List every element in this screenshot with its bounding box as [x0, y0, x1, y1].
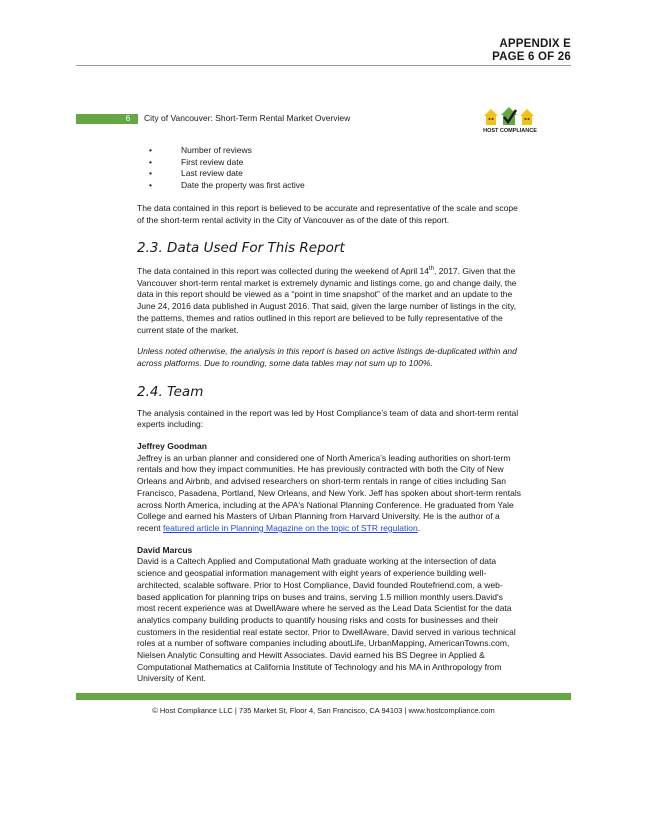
intro-paragraph: The data contained in this report is believed to be accurate and representative of the scale and scope of the short-term rental activity in the City of Vancouver as of the date of this report. [137, 202, 518, 225]
data-collection-paragraph: The data contained in this report was collected during the weekend of April 14th, 2017. Given that the Vancouver short-term rental market is extremely dynamic and listings come, go and change daily, the data in this report should be viewed as a “point in time snapshot” of the market and an update to the June 24, 2016 data published in August 2016. That said, given the large number of listings in the city, the patterns, themes and ratios outlined in this report are believed to be fully representative of the current state of the market. [137, 266, 517, 335]
planning-magazine-link[interactable]: featured article in Planning Magazine on the topic of STR regulation [163, 523, 418, 533]
person-bio-david: David is a Caltech Applied and Computational Math graduate working at the intersection of data science and geospatial information management with eight years of experience building well-architected, scalable software. Prior to Host Compliance, David founded Routefriend.com, a web-based application for planning trips on buses and trains, serving 1.5 million monthly users.David's most recent experience was at DwellAware where he served as the Lead Data Scientist for the data analytics company building products to quantify housing risks and costs for businesses and their customers in the residential real estate sector. Prior to DwellAware, David served in various technical roles at a number of software companies including aboutLife, UrbanMapping, AmericanTowns.com, Nielsen Analytic Consulting and Hewitt Associates. David earned his BS Degree in Applied & Computational Mathematics at California Institute of Technology and his MA in Anthropology from University of Kent. [137, 556, 516, 684]
top-divider [76, 65, 571, 66]
person-name-david: David Marcus [137, 544, 193, 555]
list-item: • First review date [149, 156, 244, 167]
person-bio-jeffrey: Jeffrey is an urban planner and considered one of North America’s leading authorities on short-term rentals and how they impact communities. He has previously contracted with both the City of New Orleans and Airbnb, and advised researchers on short-term rentals in range of cities including San Francisco, Pasadena, Portland, New Orleans, and New York. Jeff has spoken about short-term rentals across North America, including at the APA's National Planning Conference. He graduated from Yale College and earned his Masters of Urban Planning from Harvard University. He is the author of a recent featured article in Planning Magazine on the topic of STR regulation. [137, 452, 521, 533]
appendix-label [492, 38, 571, 64]
footer-text: © Host Compliance LLC | 735 Market St, Floor 4, San Francisco, CA 94103 | www.hostcompliance.com [152, 706, 495, 715]
section-heading-data-used: 2.3. Data Used For This Report [137, 240, 345, 257]
methodology-note: Unless noted otherwise, the analysis in this report is based on active listings de-duplicated within and across platforms. Due to rounding, some data tables may not sum up to 100%. [137, 346, 517, 368]
logo-houses-icon [480, 106, 540, 128]
page-content [137, 145, 521, 695]
team-intro: The analysis contained in the report was led by Host Compliance’s team of data and short-term rental experts including: [137, 407, 519, 430]
appendix-title: APPENDIX E [499, 38, 571, 50]
host-compliance-logo [480, 106, 540, 136]
person-name-jeffrey: Jeffrey Goodman [137, 441, 207, 452]
logo-text: HOST COMPLIANCE [483, 128, 537, 134]
page-indicator: PAGE 6 OF 26 [492, 51, 571, 63]
footer-bar [76, 693, 571, 700]
bullet-list [137, 145, 521, 192]
page-number: 6 [125, 114, 131, 123]
list-item: • Date the property was first active [149, 180, 305, 191]
document-title: City of Vancouver: Short-Term Rental Market Overview [144, 113, 351, 123]
list-item: • Number of reviews [149, 145, 252, 155]
list-item: • Last review date [149, 168, 243, 179]
section-heading-team: 2.4. Team [137, 383, 204, 400]
